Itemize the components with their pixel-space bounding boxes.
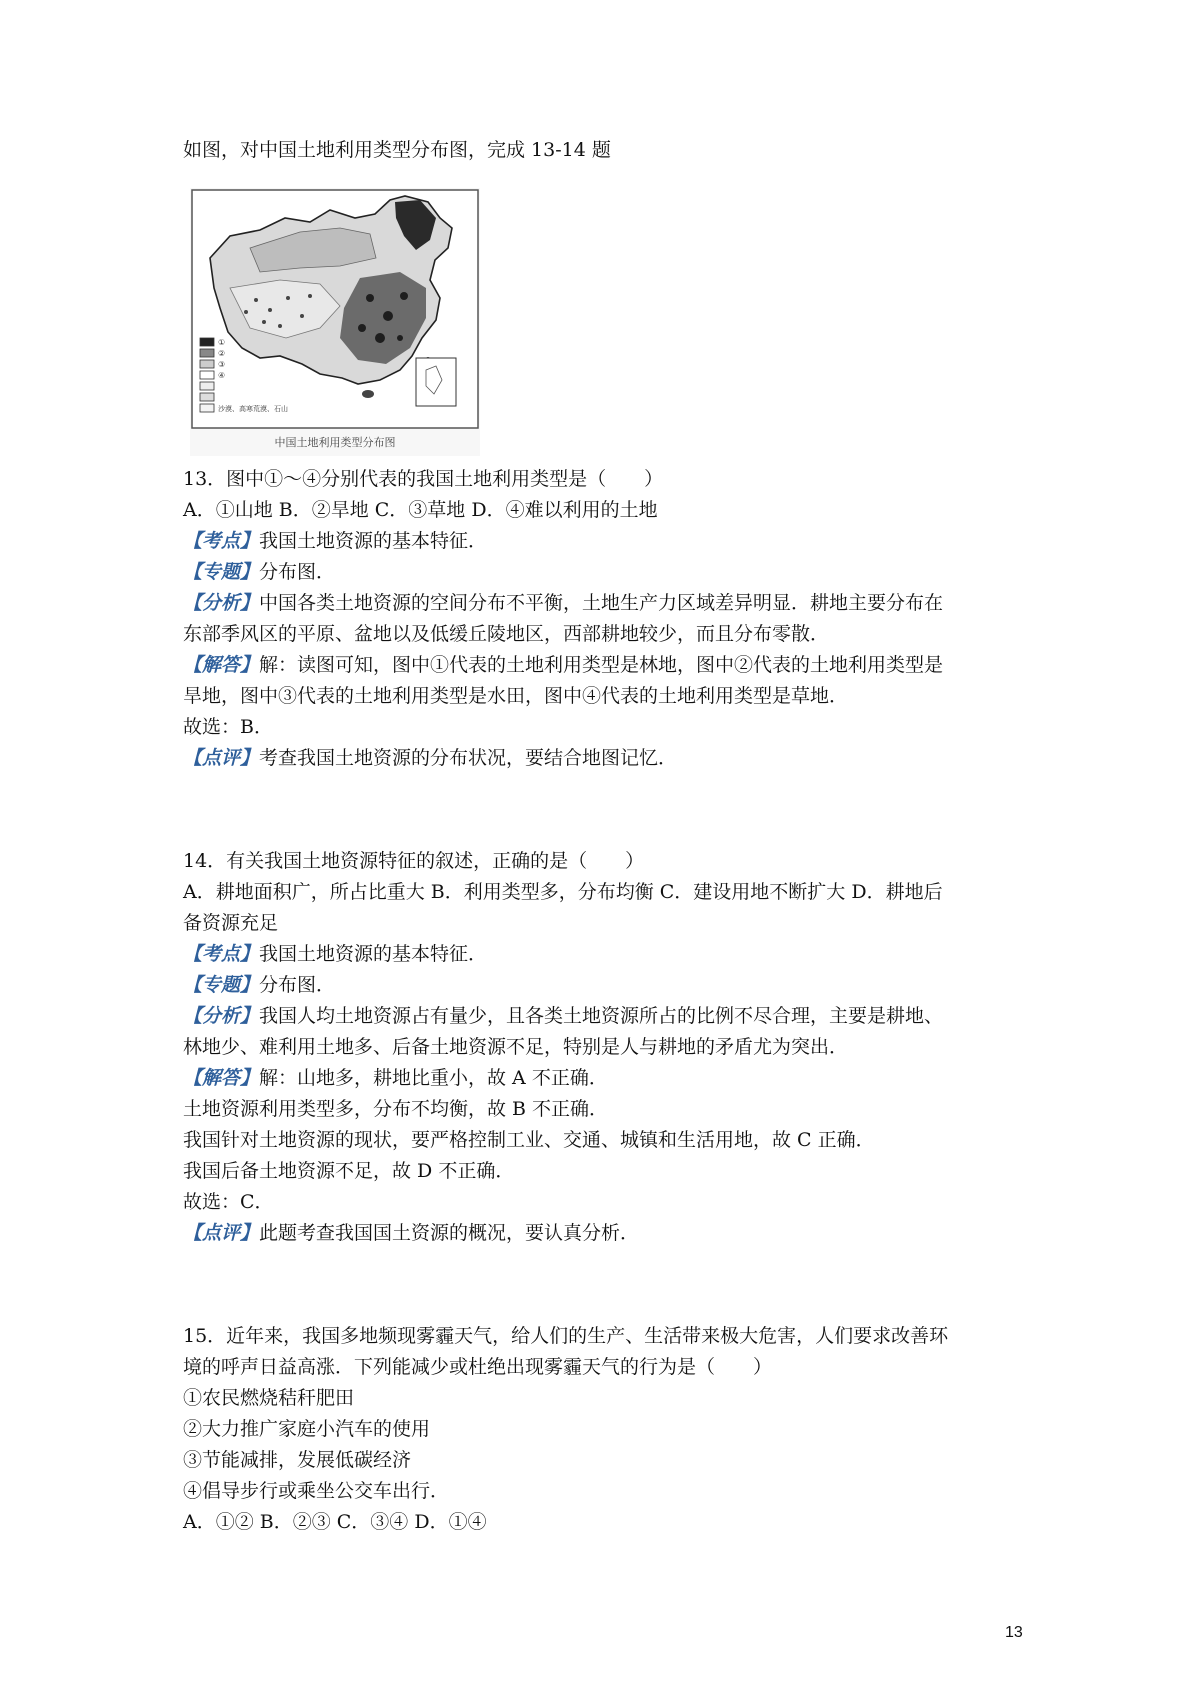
label-jieda: 【解答】 (183, 1067, 260, 1089)
q15-stem-1: 15．近年来，我国多地频现雾霾天气，给人们的生产、生活带来极大危害，人们要求改善环 (183, 1325, 949, 1347)
q13-dianping-text: 考查我国土地资源的分布状况，要结合地图记忆． (259, 747, 678, 769)
q13-kaodian (183, 526, 487, 556)
q14-jieda-text-1: 解：山地多，耕地比重小，故 A 不正确． (259, 1067, 608, 1089)
q13-stem: 13．图中①～④分别代表的我国土地利用类型是（ ） (183, 468, 664, 490)
intro-text: 如图，对中国土地利用类型分布图，完成 13-14 题 (183, 139, 611, 161)
label-zhuanti: 【专题】 (183, 561, 260, 583)
q13-fenxi-text-1: 中国各类土地资源的空间分布不平衡，土地生产力区域差异明显．耕地主要分布在 (259, 592, 944, 614)
label-zhuanti: 【专题】 (183, 974, 260, 996)
figure-caption: 中国土地利用类型分布图 (274, 436, 396, 449)
q14-jieda-text-3: 我国针对土地资源的现状，要严格控制工业、交通、城镇和生活用地，故 C 正确． (183, 1129, 875, 1151)
q14-zhuanti-text: 分布图． (259, 974, 336, 996)
q14-stem: 14．有关我国土地资源特征的叙述，正确的是（ ） (183, 850, 645, 872)
q13-kaodian-text: 我国土地资源的基本特征． (259, 530, 488, 552)
svg-text:④: ④ (218, 371, 226, 380)
label-kaodian: 【考点】 (183, 943, 260, 965)
q14-options-1: A．耕地面积广，所占比重大 B．利用类型多，分布均衡 C．建设用地不断扩大 D．耕地后 (183, 881, 943, 903)
q14-kaodian (183, 939, 487, 969)
q14-dianping-text: 此题考查我国国土资源的概况，要认真分析． (259, 1222, 640, 1244)
q15-item-1: ①农民燃烧秸秆肥田 (183, 1387, 355, 1409)
legend-note: 沙漠、高寒荒漠、石山 (218, 405, 288, 413)
q13-options: A．①山地 B．②旱地 C．③草地 D．④难以利用的土地 (183, 499, 658, 521)
q14-zhuanti (183, 970, 335, 1000)
q15-item-4: ④倡导步行或乘坐公交车出行． (183, 1480, 450, 1502)
label-fenxi: 【分析】 (183, 1005, 260, 1027)
q14-jieda-text-4: 我国后备土地资源不足，故 D 不正确． (183, 1160, 515, 1182)
q15-options: A．①② B．②③ C．③④ D．①④ (183, 1511, 487, 1533)
q14-jieda (183, 1063, 608, 1093)
q13-fenxi-text-2: 东部季风区的平原、盆地以及低缓丘陵地区，西部耕地较少，而且分布零散． (183, 623, 830, 645)
q14-kaodian-text: 我国土地资源的基本特征． (259, 943, 488, 965)
q13-jieda-text-1: 解：读图可知，图中①代表的土地利用类型是林地，图中②代表的土地利用类型是 (259, 654, 944, 676)
q15-item-3: ③节能减排，发展低碳经济 (183, 1449, 412, 1471)
label-dianping: 【点评】 (183, 1222, 260, 1244)
q14-dianping (183, 1218, 639, 1248)
q14-fenxi (183, 1001, 943, 1031)
land-use-map-figure (190, 188, 480, 456)
china-land-use-map (190, 188, 480, 430)
q13-answer: 故选：B． (183, 716, 273, 738)
q14-options-2: 备资源充足 (183, 912, 279, 934)
q14-answer: 故选：C． (183, 1191, 274, 1213)
q13-zhuanti (183, 557, 335, 587)
label-dianping: 【点评】 (183, 747, 260, 769)
q15-item-2: ②大力推广家庭小汽车的使用 (183, 1418, 431, 1440)
q14-fenxi-text-2: 林地少、难利用土地多、后备土地资源不足，特别是人与耕地的矛盾尤为突出． (183, 1036, 849, 1058)
q13-jieda (183, 650, 943, 680)
label-jieda: 【解答】 (183, 654, 260, 676)
label-kaodian: 【考点】 (183, 530, 260, 552)
svg-text:①: ① (218, 338, 226, 347)
svg-text:③: ③ (218, 360, 226, 369)
q13-zhuanti-text: 分布图． (259, 561, 336, 583)
label-fenxi: 【分析】 (183, 592, 260, 614)
q13-fenxi (183, 588, 943, 618)
q15-stem-2: 境的呼声日益高涨．下列能减少或杜绝出现雾霾天气的行为是（ ） (183, 1356, 773, 1378)
q14-jieda-text-2: 土地资源利用类型多，分布不均衡，故 B 不正确． (183, 1098, 609, 1120)
q14-fenxi-text-1: 我国人均土地资源占有量少，且各类土地资源所占的比例不尽合理，主要是耕地、 (259, 1005, 944, 1027)
page-number: 13 (1005, 1624, 1023, 1641)
svg-text:②: ② (218, 349, 226, 358)
q13-jieda-text-2: 旱地，图中③代表的土地利用类型是水田，图中④代表的土地利用类型是草地． (183, 685, 849, 707)
q13-dianping (183, 743, 677, 773)
